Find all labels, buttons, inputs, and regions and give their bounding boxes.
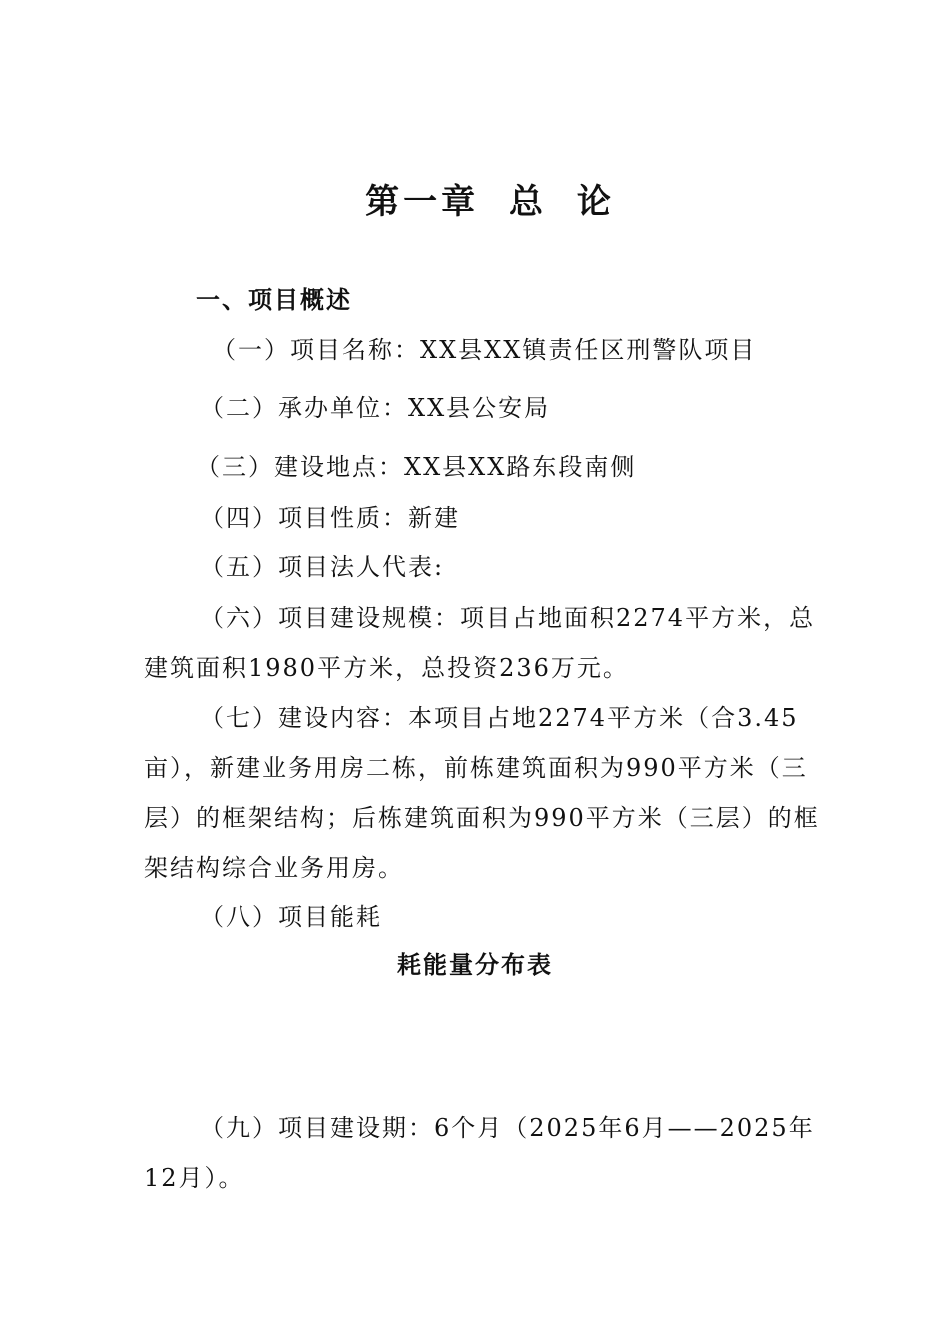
item-content-line-3: 层）的框架结构；后栋建筑面积为990平方米（三层）的框	[144, 804, 820, 832]
item-content-line-4: 架结构综合业务用房。	[144, 854, 404, 882]
item-scale-line-2: 建筑面积1980平方米，总投资236万元。	[144, 654, 629, 682]
item-period-line-2: 12月）。	[144, 1164, 245, 1192]
item-location: （三）建设地点：XX县XX路东段南侧	[196, 453, 637, 481]
item-content-line-2: 亩），新建业务用房二栋，前栋建筑面积为990平方米（三	[144, 754, 808, 782]
item-nature: （四）项目性质：新建	[200, 504, 460, 532]
section-heading: 一、项目概述	[196, 286, 352, 314]
item-organizer: （二）承办单位：XX县公安局	[200, 394, 551, 422]
item-content-line-1: （七）建设内容：本项目占地2274平方米（合3.45	[200, 704, 799, 732]
item-project-name: （一）项目名称：XX县XX镇责任区刑警队项目	[212, 336, 757, 364]
item-scale-line-1: （六）项目建设规模：项目占地面积2274平方米，总	[200, 604, 816, 632]
table-title: 耗能量分布表	[397, 951, 553, 979]
chapter-title: 第一章 总 论	[365, 182, 615, 222]
item-energy: （八）项目能耗	[200, 903, 382, 931]
item-period-line-1: （九）项目建设期：6个月（2025年6月——2025年	[200, 1114, 815, 1142]
item-legal-representative: （五）项目法人代表:	[200, 553, 445, 581]
